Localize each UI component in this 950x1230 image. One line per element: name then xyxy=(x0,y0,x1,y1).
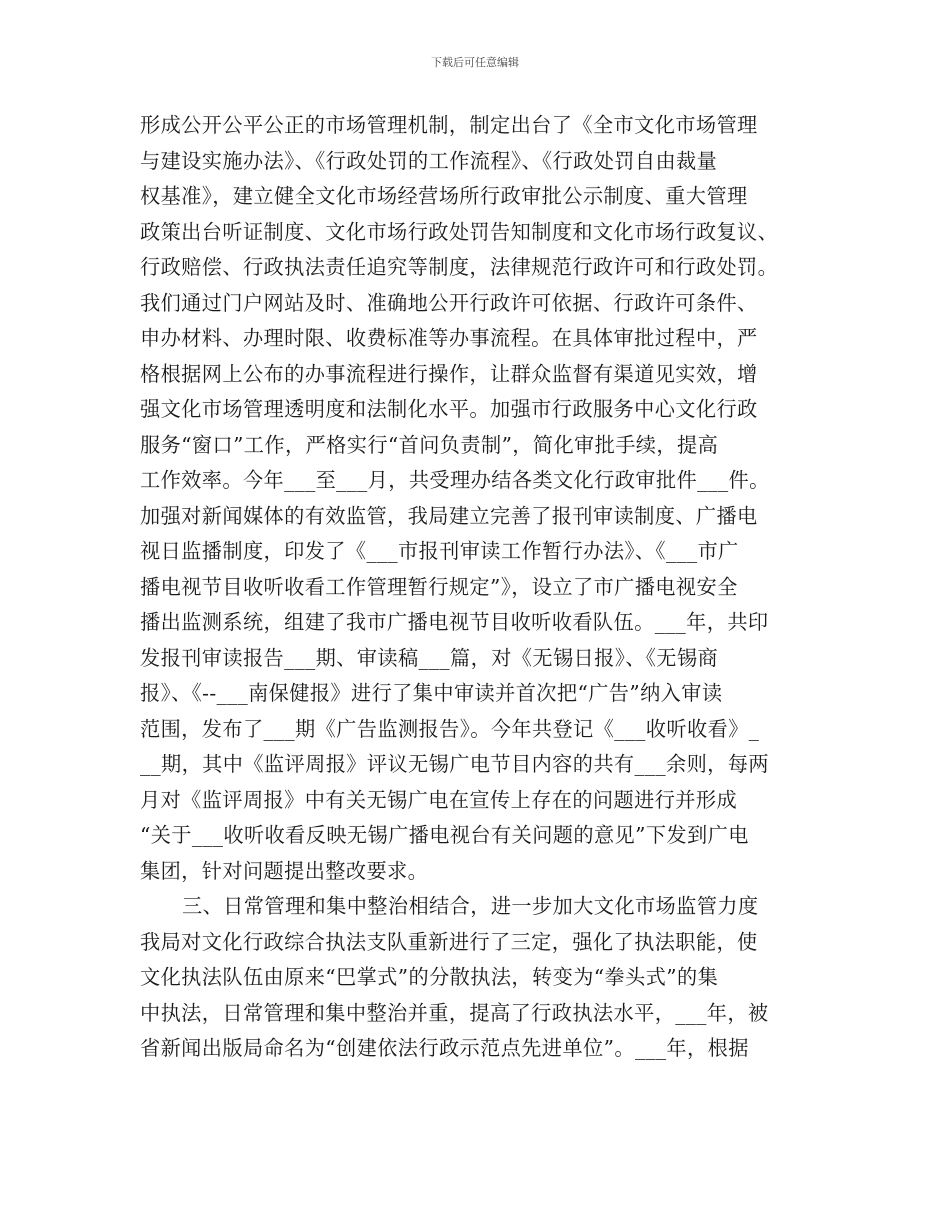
paragraph xyxy=(140,925,830,1067)
text-line: 格根据网上公布的办事流程进行操作，让群众监督有渠道见实效，增 xyxy=(140,361,758,386)
document-body xyxy=(140,108,830,1067)
text-line: 我们通过门户网站及时、准确地公开行政许可依据、行政许可条件、 xyxy=(140,290,758,315)
text-line: 服务“窗口”工作，严格实行“首问负责制”，简化审批手续，提高 xyxy=(140,432,719,457)
text-line: 加强对新闻媒体的有效监管，我局建立完善了报刊审读制度、广播电 xyxy=(140,503,758,528)
text-line: 政策出台听证制度、文化市场行政处罚告知制度和文化市场行政复议、 xyxy=(140,219,779,244)
text-line: 中执法，日常管理和集中整治并重，提高了行政执法水平，___年，被 xyxy=(140,1000,769,1025)
text-line: 申办材料、办理时限、收费标准等办事流程。在具体审批过程中，严 xyxy=(140,326,758,350)
text-line: 强文化市场管理透明度和法制化水平。加强市行政服务中心文化行政 xyxy=(140,397,758,421)
text-line: 发报刊审读报告___期、审读稿___篇，对《无锡日报》、《无锡商 xyxy=(140,645,719,670)
text-line: 视日监播制度，印发了《___市报刊审读工作暂行办法》、《___市广 xyxy=(140,539,739,563)
text-line: 三、日常管理和集中整治相结合，进一步加大文化市场监管力度 xyxy=(182,894,759,918)
page-header: 下载后可任意编辑 xyxy=(431,56,519,69)
text-line: 行政赔偿、行政执法责任追究等制度，法律规范行政许可和行政处罚。 xyxy=(140,255,779,279)
text-line: 省新闻出版局命名为“创建依法行政示范点先进单位”。___年，根据 xyxy=(140,1036,749,1060)
text-line: 我局对文化行政综合执法支队重新进行了三定，强化了执法职能，使 xyxy=(140,929,758,954)
text-line: __期，其中《监评周报》评议无锡广电节目内容的共有___余则，每两 xyxy=(140,752,769,776)
text-line: “关于___收听收看反映无锡广播电视台有关问题的意见”下发到广电 xyxy=(140,823,749,847)
text-line: 工作效率。今年___至___月，共受理办结各类文化行政审批件___件。 xyxy=(140,468,770,492)
text-line: 范围，发布了___期《广告监测报告》。今年共登记《___收听收看》_ xyxy=(140,716,760,741)
text-line: 文化执法队伍由原来“巴掌式”的分散执法，转变为“拳头式”的集 xyxy=(140,965,719,989)
text-line: 报》、《--___南保健报》进行了集中审读并首次把“广告”纳入审读 xyxy=(140,681,723,705)
text-line: 播出监测系统，组建了我市广播电视节目收听收看队伍。___年，共印 xyxy=(140,610,769,634)
text-line: 播电视节目收听收看工作管理暂行规定”》，设立了市广播电视安全 xyxy=(140,574,738,599)
text-line: 集团，针对问题提出整改要求。 xyxy=(140,858,429,883)
text-line: 形成公开公平公正的市场管理机制，制定出台了《全市文化市场管理 xyxy=(140,113,758,137)
text-line: 与建设实施办法》、《行政处罚的工作流程》、《行政处罚自由裁量 xyxy=(140,148,718,173)
paragraph xyxy=(140,889,830,925)
text-line: 权基准》，建立健全文化市场经营场所行政审批公示制度、重大管理 xyxy=(140,184,748,208)
text-line: 月对《监评周报》中有关无锡广电在宣传上存在的问题进行并形成 xyxy=(140,787,738,812)
paragraph xyxy=(140,108,830,889)
